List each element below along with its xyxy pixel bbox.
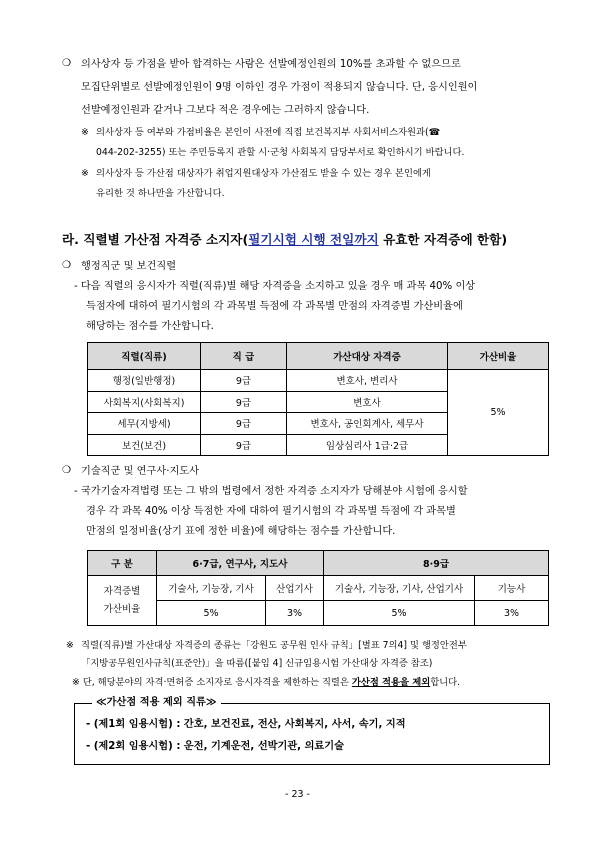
note-mark: ※ — [72, 677, 80, 688]
note-line: 044-202-3255) 또는 주민등록지 관할 시·군청 사회복지 담당부서로 확인하시기 바랍니다. — [96, 147, 465, 158]
page-number: - 23 - — [285, 789, 310, 800]
description-line: 득점자에 대하여 필기시험의 각 과목별 득점에 각 과목별 만점의 자격증별 가산비율에 — [86, 301, 463, 312]
table-cell: 산업기사 — [266, 576, 324, 601]
row-label: 자격증별 — [103, 585, 141, 597]
paragraph-line: 선발예정인원과 같거나 그보다 적은 경우에는 그러하지 않습니다. — [81, 105, 370, 116]
table-header: 구 분 — [88, 551, 157, 576]
section-title: 기술직군 및 연구사·지도사 — [81, 466, 199, 477]
table-cell: 9급 — [201, 370, 287, 392]
description-line: 해당하는 점수를 가산합니다. — [86, 321, 214, 332]
table-cell: 5% — [324, 601, 475, 626]
box-line: - (제1회 임용시험) : 간호, 보건진료, 전산, 사회복지, 사서, 속기, 지적 — [86, 719, 406, 730]
note-text: 합니다. — [430, 677, 461, 688]
description-line: 만점의 일정비율(상기 표에 정한 비율)에 해당하는 점수를 가산합니다. — [86, 526, 396, 537]
note-line: 의사상자 등 가산점 대상자가 취업지원대상자 가산점도 받을 수 있는 경우 본인에게 — [96, 168, 431, 179]
table-cell: 3% — [266, 601, 324, 626]
heading-main: 라. 직렬별 가산점 자격증 소지자 — [62, 232, 243, 247]
rate-cell: 5% — [448, 370, 549, 456]
table-cell: 3% — [475, 601, 549, 626]
paragraph-line: 의사상자 등 가점을 받아 합격하는 사람은 선발예정인원의 10%를 초과할 수 없으므로 — [81, 59, 461, 70]
table-cell: 행정(일반행정) — [88, 370, 201, 392]
note-line: 의사상자 등 여부와 가점비율은 본인이 사전에 직접 보건복지부 사회서비스자원과(☎ — [96, 127, 441, 138]
table-header: 6·7급, 연구사, 지도사 — [157, 551, 324, 576]
note-line: 직렬(직류)별 가산대상 자격증의 종류는「강원도 공무원 인사 규칙」[별표 7의4] 및 행정안전부 — [81, 640, 467, 651]
table-header: 가산비율 — [448, 343, 549, 370]
table-cell: 기술사, 기능장, 기사, 산업기사 — [324, 576, 475, 601]
table-cell: 기능사 — [475, 576, 549, 601]
description-line: - 다음 직렬의 응시자가 직렬(직류)별 해당 자격증을 소지하고 있을 경우 매 과목 40% 이상 — [74, 281, 476, 292]
bullet-icon: ❍ — [62, 58, 72, 69]
table-cell: 변호사, 공인회계사, 세무사 — [287, 413, 448, 435]
bullet-icon: ❍ — [62, 260, 72, 271]
heading-mid: 유효한 자격증에 한함 — [378, 232, 502, 247]
description-line: - 국가기술자격법령 또는 그 밖의 법령에서 정한 자격증 소지자가 당해분야 시험에 응시할 — [74, 486, 468, 497]
table-row — [88, 601, 549, 626]
note-line: 유리한 것 하나만을 가산합니다. — [96, 188, 225, 199]
exclusion-box — [74, 703, 550, 765]
table-cell: 임상심리사 1급·2급 — [287, 434, 448, 456]
table-header: 직 급 — [201, 343, 287, 370]
table-cell: 9급 — [201, 413, 287, 435]
table-row — [88, 576, 549, 601]
table-cell: 5% — [157, 601, 266, 626]
box-title: ≪가산점 적용 제외 직류≫ — [92, 696, 221, 710]
row-label-cell — [88, 576, 157, 626]
heading-open: ( — [242, 232, 249, 247]
note-mark: ※ — [66, 640, 74, 651]
table-cell: 기술사, 기능장, 기사 — [157, 576, 266, 601]
section-title: 행정직군 및 보건직렬 — [81, 261, 177, 272]
section-heading — [62, 229, 507, 248]
note-emphasis: 가산점 적용을 제외 — [351, 677, 431, 688]
note-text: 단, 해당분야의 자격·면허증 소지자로 응시자격을 제한하는 직렬은 — [82, 677, 352, 688]
box-line: - (제2회 임용시험) : 운전, 기계운전, 선박기관, 의료기술 — [86, 741, 344, 752]
tech-rate-table — [87, 550, 549, 626]
note-mark: ※ — [81, 127, 89, 138]
table-cell: 사회복지(사회복지) — [88, 391, 201, 413]
paragraph-line: 모집단위별로 선발예정인원이 9명 이하인 경우 가점이 적용되지 않습니다. 단, 응시인원이 — [81, 82, 478, 93]
note-line — [72, 676, 460, 689]
row-label: 가산비율 — [103, 603, 141, 615]
table-cell: 9급 — [201, 391, 287, 413]
heading-close: ) — [501, 232, 508, 247]
table-cell: 변호사, 변리사 — [287, 370, 448, 392]
table-cell: 보건(보건) — [88, 434, 201, 456]
table-cell: 세무(지방세) — [88, 413, 201, 435]
table-cell: 변호사 — [287, 391, 448, 413]
table-header: 가산대상 자격증 — [287, 343, 448, 370]
certificate-table — [87, 342, 549, 456]
table-cell: 9급 — [201, 434, 287, 456]
table-row — [88, 370, 549, 392]
bullet-icon: ❍ — [62, 465, 72, 476]
description-line: 경우 각 과목 40% 이상 득점한 자에 대하여 필기시험의 각 과목별 득점에 각 과목별 — [86, 506, 456, 517]
note-line: 「지방공무원인사규칙(표준안)」을 따름([붙임 4] 신규임용시험 가산대상 자격증 참조) — [81, 658, 433, 669]
table-header: 직렬(직류) — [88, 343, 201, 370]
table-header: 8·9급 — [324, 551, 549, 576]
note-mark: ※ — [81, 168, 89, 179]
heading-highlight: 필기시험 시행 전일까지 — [248, 232, 379, 247]
